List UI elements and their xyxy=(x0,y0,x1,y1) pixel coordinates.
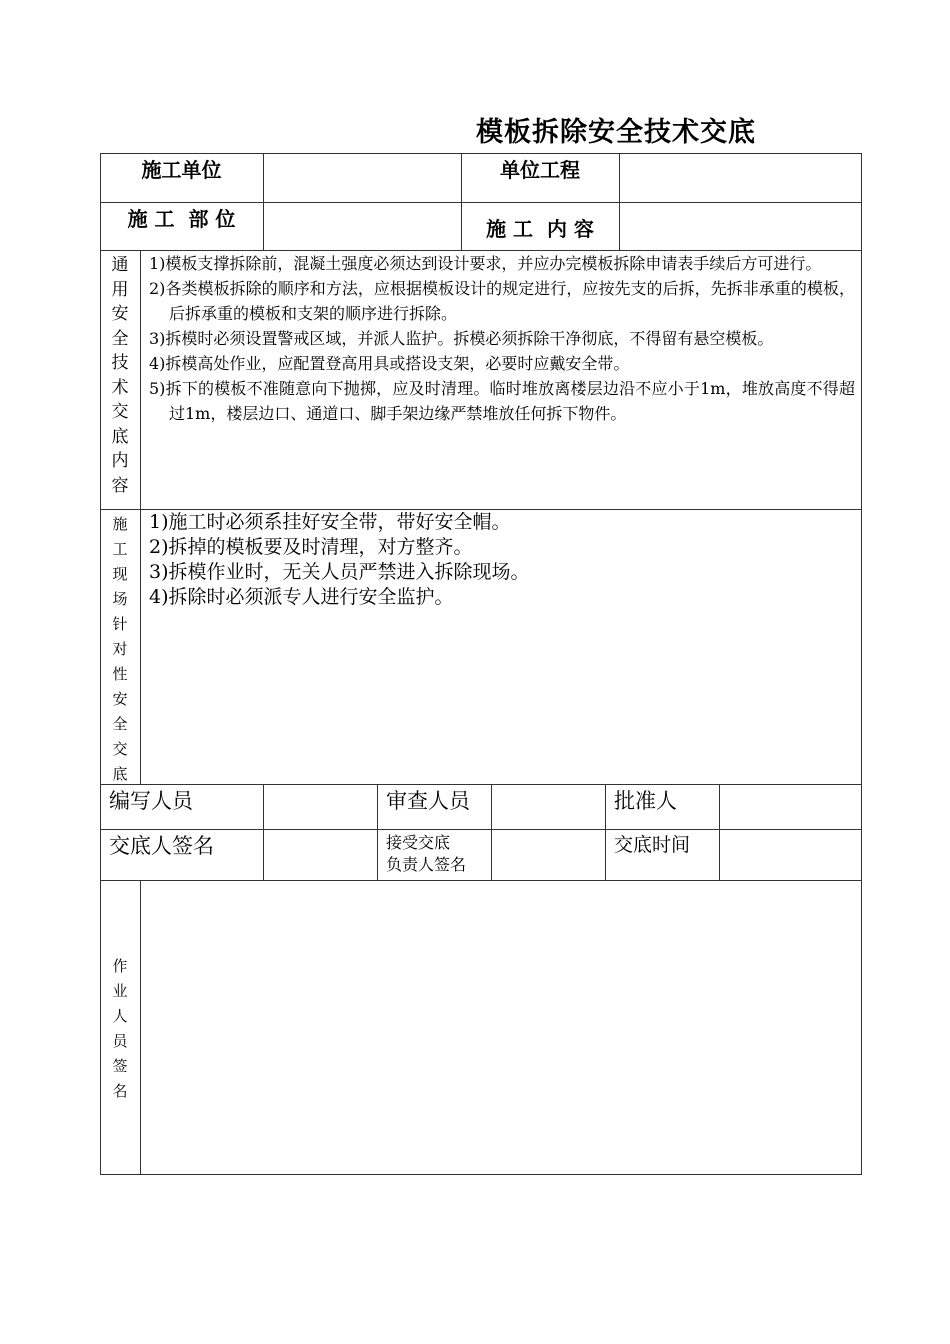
list-item: 4)拆除时必须派专人进行安全监护。 xyxy=(149,586,454,608)
list-item: 4)拆模高处作业，应配置登高用具或搭设支架，必要时应戴安全带。 xyxy=(149,354,630,373)
construction-unit-value[interactable] xyxy=(264,154,461,202)
construction-unit-label: 施工单位 xyxy=(141,158,222,182)
list-item: 1)施工时必须系挂好安全带，带好安全帽。 xyxy=(149,511,511,533)
receiver-label-line-2: 负责人签名 xyxy=(386,855,467,874)
writer-label: 编写人员 xyxy=(109,789,193,813)
discloser-signature-label: 交底人签名 xyxy=(109,834,214,858)
project-label: 单位工程 xyxy=(500,158,580,182)
disclosure-time-label: 交底时间 xyxy=(614,834,691,856)
list-item: 1)模板支撑拆除前，混凝土强度必须达到设计要求，并应办完模板拆除申请表手续后方可进行。 xyxy=(149,254,822,273)
approver-value[interactable] xyxy=(720,785,861,829)
reviewer-value[interactable] xyxy=(492,785,605,829)
site-items xyxy=(149,510,855,610)
document-title: 模板拆除安全技术交底 xyxy=(476,117,756,148)
receiver-signature-value[interactable] xyxy=(492,830,605,880)
construction-part-value[interactable] xyxy=(264,203,461,250)
construction-part-label: 施 工 部 位 xyxy=(127,207,236,231)
receiver-label-line-1: 接受交底 xyxy=(386,833,451,852)
project-value[interactable] xyxy=(620,154,861,202)
list-item: 2)各类模板拆除的顺序和方法，应根据模板设计的规定进行，应按先支的后拆，先拆非承重的模板，后拆承重的模板和支架的顺序进行拆除。 xyxy=(149,279,855,323)
workers-signature-area[interactable] xyxy=(141,881,861,1174)
col-divider xyxy=(605,784,606,880)
writer-value[interactable] xyxy=(264,785,377,829)
list-item: 3)拆模作业时，无关人员严禁进入拆除现场。 xyxy=(149,561,530,583)
list-item: 5)拆下的模板不准随意向下抛掷，应及时清理。临时堆放离楼层边沿不应小于1m，堆放高度不得超过1m，楼层边口、通道口、脚手架边缘严禁堆放任何拆下物件。 xyxy=(149,379,855,423)
general-items xyxy=(149,251,855,426)
col-divider xyxy=(140,250,141,784)
discloser-signature-value[interactable] xyxy=(264,830,377,880)
list-item: 2)拆掉的模板要及时清理，对方整齐。 xyxy=(149,536,473,558)
receiver-signature-label xyxy=(386,832,466,876)
site-section-label: 施 工 现 场 针 对 性 安 全 交 底 xyxy=(112,515,128,783)
construction-content-label: 施 工 内 容 xyxy=(486,217,594,241)
list-item: 3)拆模时必须设置警戒区域，并派人监护。拆模必须拆除干净彻底，不得留有悬空模板。 xyxy=(149,329,774,348)
approver-label: 批准人 xyxy=(614,789,677,813)
workers-section-label: 作 业 人 员 签 名 xyxy=(112,957,128,1100)
construction-content-value[interactable] xyxy=(620,203,861,250)
general-section-label: 通 用 安 全 技 术 交 底 内 容 xyxy=(111,255,129,496)
col-divider xyxy=(377,784,378,880)
disclosure-time-value[interactable] xyxy=(720,830,861,880)
reviewer-label: 审查人员 xyxy=(386,789,470,813)
